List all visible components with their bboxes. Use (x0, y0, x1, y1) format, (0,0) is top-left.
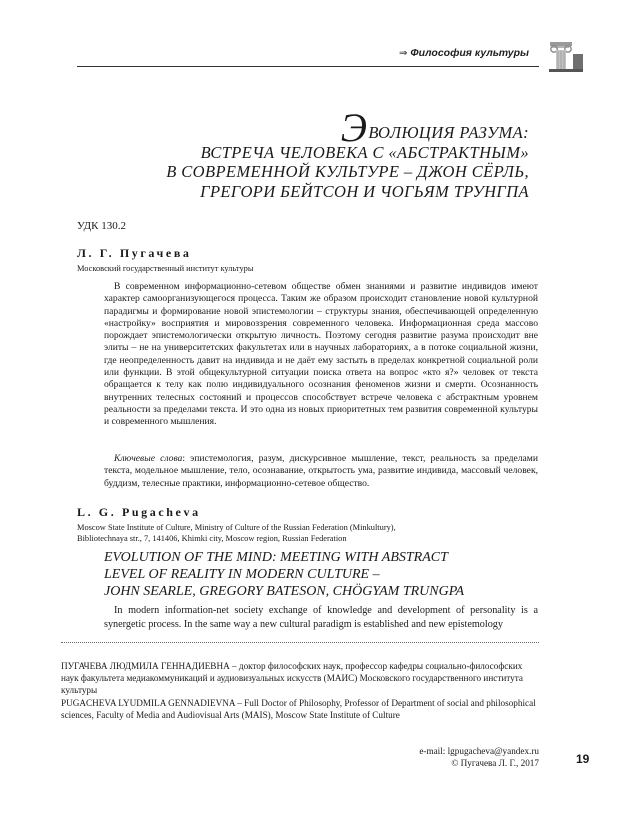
author-affiliation: Московский государственный институт культуры (77, 264, 254, 273)
footnote-ru-name: ПУГАЧЕВА ЛЮДМИЛА ГЕННАДИЕВНА (61, 661, 230, 671)
keywords (104, 453, 538, 490)
en-article-title (104, 550, 544, 600)
en-title-line-3: JOHN SEARLE, GREGORY BATESON, CHÖGYAM TRUNGPA (104, 583, 465, 599)
copyright: © Пугачева Л. Г., 2017 (451, 757, 539, 768)
title-line-1-rest: ВОЛЮЦИЯ РАЗУМА: (368, 123, 529, 142)
en-author-name: L. G. Pugacheva (77, 505, 201, 519)
footnote-en-text: – Full Doctor of Philosophy, Professor of Department of social and philosophical sciences, Faculty of Media and Audiovisual Arts (MAIS), Moscow State Institute of Culture (61, 698, 536, 720)
en-affiliation (77, 522, 539, 544)
footnote-en-name: PUGACHEVA LYUDMILA GENNADIEVNA (61, 698, 235, 708)
en-abstract: In modern information-net society exchange of knowledge and development of personality is a synergetic process. In the same way a new cultural paradigm is established and new epistemology (104, 605, 538, 631)
footnote-en (61, 697, 539, 721)
footnote-separator (61, 642, 539, 643)
author-name: Л. Г. Пугачева (77, 246, 192, 260)
section-name: Философия культуры (410, 47, 529, 59)
title-line-4: ГРЕГОРИ БЕЙТСОН И ЧОГЬЯМ ТРУНГПА (200, 181, 529, 201)
title-line-3: В СОВРЕМЕННОЙ КУЛЬТУРЕ – ДЖОН СЁРЛЬ, (166, 162, 529, 181)
keywords-list: : эпистемология, разум, дискурсивное мышление, текст, реальность за пределами текста, модельное мышление, тело, осознавание, открытость ума, развитие индивида, массовый человек, буддизм, телесные практики, информационно-сетевое общество. (104, 453, 538, 489)
email: e-mail: lgpugacheva@yandex.ru (419, 746, 539, 756)
title-initial: Э (340, 105, 368, 150)
title-line-1 (89, 105, 529, 150)
en-affiliation-line-1: Moscow State Institute of Culture, Ministry of Culture of the Russian Federation (Minkultury), (77, 523, 396, 532)
arrow-icon: ⇒ (399, 48, 408, 59)
en-affiliation-line-2: Bibliotechnaya str., 7, 141406, Khimki city, Moscow region, Russian Federation (77, 534, 347, 543)
title-line-2: ВСТРЕЧА ЧЕЛОВЕКА С «АБСТРАКТНЫМ» (200, 142, 529, 162)
footnote-ru-text: – доктор философских наук, профессор кафедры социально-философских наук факультета медиакоммуникаций и аудиовизуальных искусств (МАИС) Московского государственного института культуры (61, 661, 523, 695)
en-title-line-1: EVOLUTION OF THE MIND: MEETING WITH ABSTRACT (104, 550, 448, 565)
udk-code: УДК 130.2 (77, 220, 127, 232)
contact-block (419, 746, 539, 769)
column-capital-icon (549, 40, 583, 72)
header-rule (77, 66, 539, 67)
running-header (399, 47, 529, 59)
article-title (89, 105, 529, 201)
footnote-ru (61, 660, 539, 696)
keywords-label: Ключевые слова (114, 453, 183, 464)
abstract: В современном информационно-сетевом обществе обмен знаниями и развитие индивидов имеют характер самоорганизующегося процесса. Таким же образом происходит становление новой культурной парадигмы и формирование новой эпистемологии – структуры знания, обеспечивающей определенную «настройку» восприятия и мировоззрения современного человека. Информационная среда массово порождает эпистемологически открытую личность. Поэтому сегодня развитие разума происходит вне элиты – не на университетских факультетах или в научных лабораториях, а в потоке социальной жизни, где неопределенность давит на индивида и не даёт ему застыть в пределах конкретной социальной роли или функции. В этой общекультурной ситуации поиска ответа на вопрос «кто я?» человек от текста обращается к телу как полю индивидуального осознания феноменов жизни и смерти. Осознанность внутренних телесных состояний и процессов способствует встрече человека с абстрактным уровнем реальности за пределами текста. И это одна из новых приоритетных тем развития современной культуры и современного мышления. (104, 281, 538, 428)
page-number: 19 (576, 752, 590, 766)
en-title-line-2: LEVEL OF REALITY IN MODERN CULTURE – (104, 566, 380, 582)
